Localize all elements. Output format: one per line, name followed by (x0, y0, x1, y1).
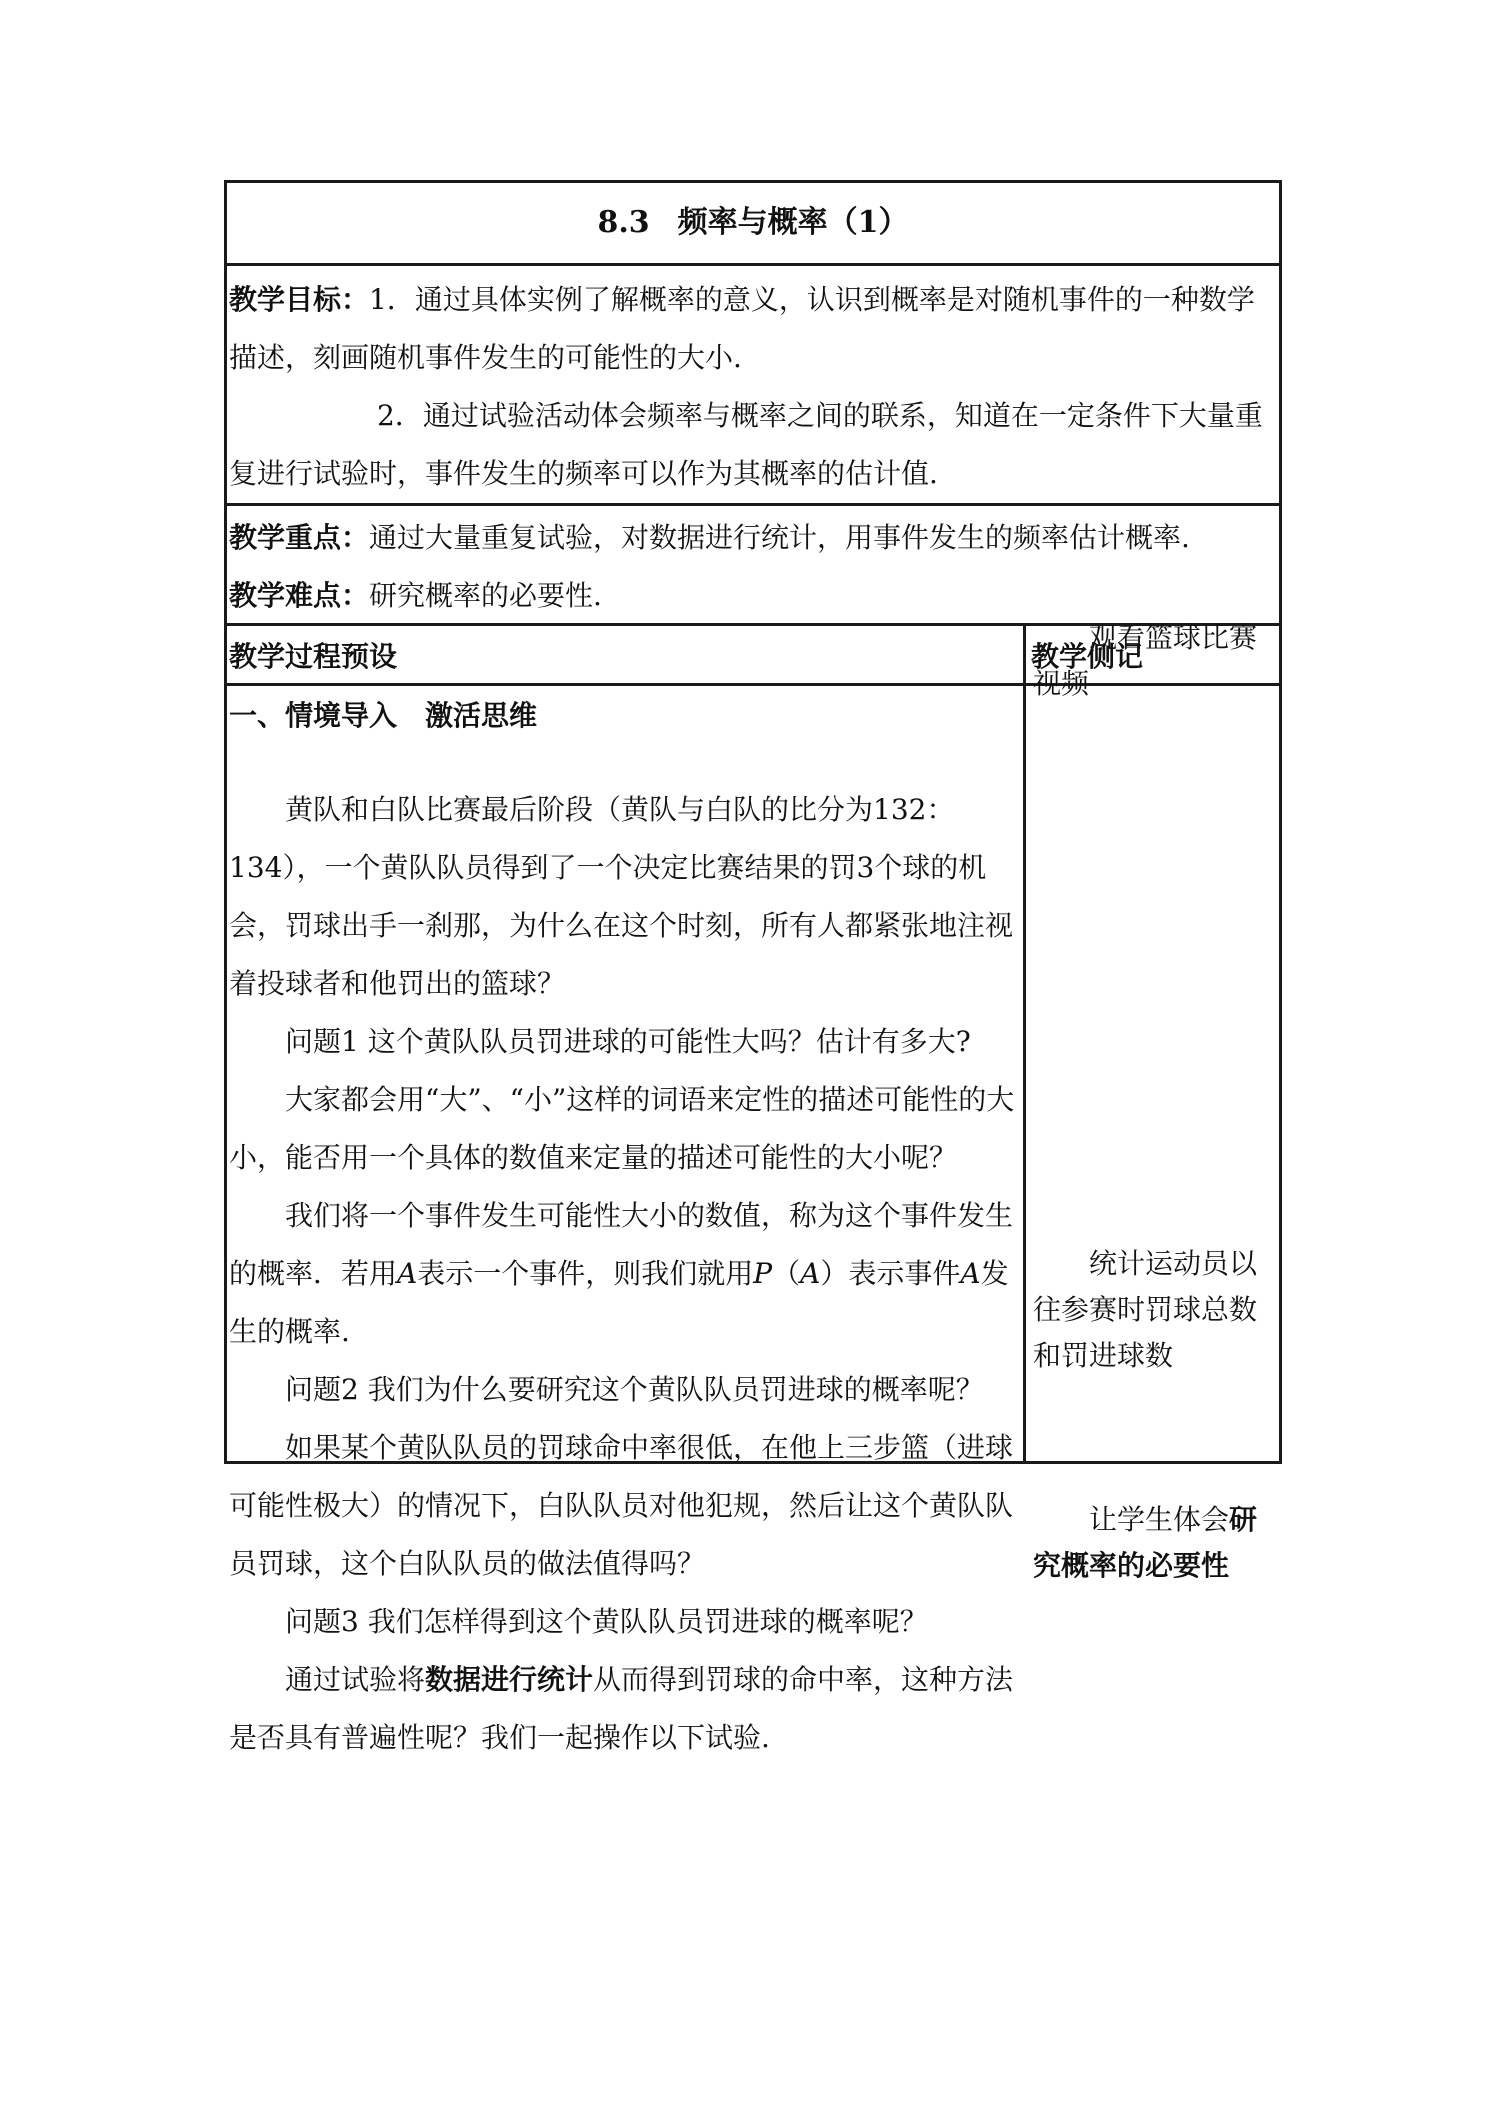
title-row (227, 183, 1279, 263)
objective-1 (227, 271, 1279, 387)
foul-paragraph: 如果某个黄队队员的罚球命中率很低，在他上三步篮（进球可能性极大）的情况下，白队队员对他犯规，然后让这个黄队队员罚球，这个白队队员的做法值得吗？ (229, 1431, 1014, 1580)
key-points-cell (227, 509, 1279, 625)
question-2: 问题2 我们为什么要研究这个黄队队员罚进球的概率呢？ (285, 1373, 984, 1406)
objectives-cell (227, 271, 1279, 503)
event-symbol: A (800, 1257, 821, 1290)
objective-2: 2．通过试验活动体会频率与概率之间的联系，知道在一定条件下大量重复进行试验时，事件发生的频率可以作为其概率的估计值. (229, 399, 1263, 490)
note-statistics: 统计运动员以往参赛时罚球总数和罚进球数 (1033, 1247, 1258, 1372)
difficulty-label: 教学难点： (229, 579, 370, 612)
experiment-text: 通过试验将 (285, 1663, 426, 1696)
section-heading: 一、情境导入 激活思维 (229, 699, 538, 732)
question-1: 问题1 这个黄队队员罚进球的可能性大吗？估计有多大? (285, 1025, 971, 1058)
teaching-focus (227, 509, 1279, 567)
section-number: 8.3 (597, 205, 650, 240)
experiment-text: 从而得到罚球的命中率，这种方法是否具有普遍性呢？我们一起操作以下试验. (229, 1663, 1014, 1754)
lesson-plan-table (224, 180, 1282, 1754)
probability-definition (227, 1187, 1021, 1361)
focus-text: 通过大量重复试验，对数据进行统计，用事件发生的频率估计概率. (369, 521, 1190, 554)
note-necessity (1033, 1497, 1273, 1589)
note-watch-video: 观看篮球比赛视频 (1033, 621, 1258, 700)
note-emphasis: 研究概率的必要性 (1033, 1503, 1258, 1582)
divider (227, 263, 1279, 266)
definition-text: ）表示事件 (820, 1257, 961, 1290)
divider (227, 503, 1279, 506)
notes-column-header: 教学侧记 (1031, 640, 1144, 673)
objectives-label: 教学目标： (229, 283, 370, 316)
experiment-paragraph (227, 1651, 1021, 1767)
event-symbol: A (397, 1257, 418, 1290)
experiment-emphasis: 数据进行统计 (425, 1663, 594, 1696)
focus-label: 教学重点： (229, 521, 370, 554)
definition-text: （ (772, 1257, 801, 1290)
column-divider (1023, 623, 1026, 1464)
note-text: 让学生体会 (1089, 1503, 1230, 1536)
definition-text: 我们将一个事件发生可能性大小的数值，称为这个事件发生的概率．若用 (229, 1199, 1014, 1290)
definition-text: 发生的概率. (229, 1257, 1009, 1348)
qualitative-paragraph: 大家都会用“大”、“小”这样的词语来定性的描述可能性的大小，能否用一个具体的数值来定量的描述可能性的大小呢？ (229, 1083, 1015, 1174)
scenario-paragraph: 黄队和白队比赛最后阶段（黄队与白队的比分为132：134），一个黄队队员得到了一个决定比赛结果的罚3个球的机会，罚球出手一刹那，为什么在这个时刻，所有人都紧张地注视着投球者和他罚出的篮球？ (229, 793, 1014, 1000)
process-column-header: 教学过程预设 (229, 640, 398, 673)
objective-1-text: 1．通过具体实例了解概率的意义，认识到概率是对随机事件的一种数学描述，刻画随机事件发生的可能性的大小. (229, 283, 1255, 374)
question-3: 问题3 我们怎样得到这个黄队队员罚进球的概率呢？ (285, 1605, 928, 1638)
page-title (227, 183, 1279, 263)
probability-symbol: P (753, 1257, 773, 1290)
difficulty-text: 研究概率的必要性. (369, 579, 602, 612)
event-symbol: A (960, 1257, 981, 1290)
process-cell (227, 689, 1021, 1767)
definition-text: 表示一个事件，则我们就用 (417, 1257, 754, 1290)
title-text: 频率与概率（1） (677, 205, 909, 240)
